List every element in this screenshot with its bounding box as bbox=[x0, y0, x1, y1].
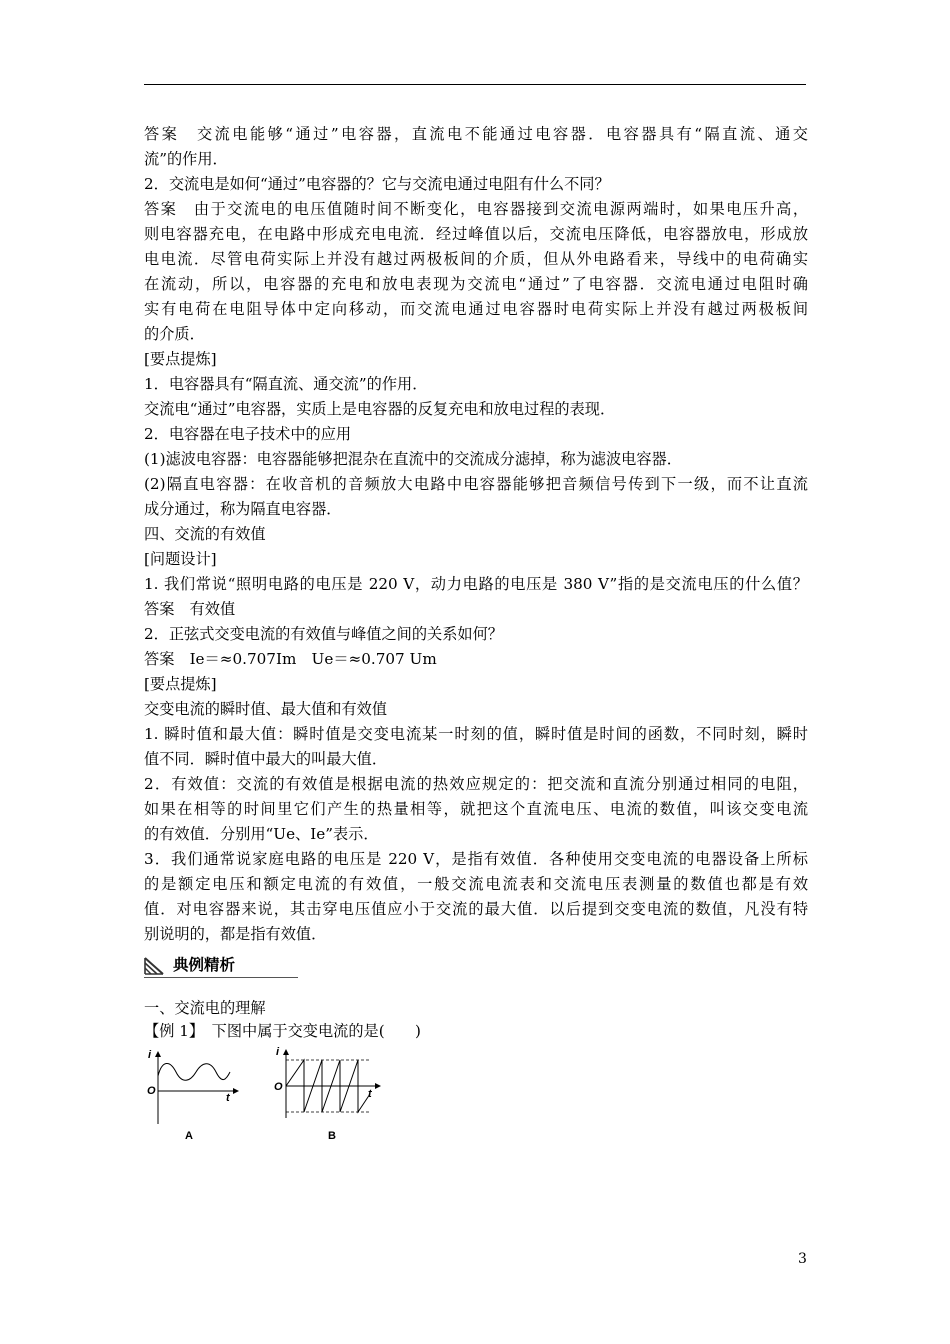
text-line: 答案 交流电能够“通过”电容器，直流电不能通过电容器．电容器具有“隔直流、通交 bbox=[144, 125, 808, 143]
section-header bbox=[144, 954, 298, 978]
text-line: [问题设计] bbox=[144, 550, 217, 568]
text-line: 2．有效值：交流的有效值是根据电流的热效应规定的：把交流和直流分别通过相同的电阻， bbox=[144, 775, 808, 793]
text-line: 3．我们通常说家庭电路的电压是 220 V，是指有效值．各种使用交变电流的电器设备上所标 bbox=[144, 850, 808, 868]
text-line: 交变电流的瞬时值、最大值和有效值 bbox=[144, 700, 387, 718]
figure-a-y-axis-label: i bbox=[148, 1049, 152, 1061]
example-question: 【例 1】 下图中属于交变电流的是( ) bbox=[144, 1022, 421, 1040]
text-line: 流”的作用． bbox=[144, 150, 228, 168]
text-line: 答案 有效值 bbox=[144, 600, 236, 618]
text-line: 成分通过，称为隔直电容器． bbox=[144, 500, 342, 518]
text-line: 在流动，所以，电容器的充电和放电表现为交流电“通过”了电容器．交流电通过电阻时确 bbox=[144, 275, 808, 293]
text-line: 2．正弦式交变电流的有效值与峰值之间的关系如何？ bbox=[144, 625, 503, 643]
text-line: 电电流．尽管电荷实际上并没有越过两极板间的介质，但从外电路看来，导线中的电荷确实 bbox=[144, 250, 808, 268]
document-body bbox=[144, 122, 808, 947]
page-number: 3 bbox=[798, 1251, 807, 1267]
text-line: (2)隔直电容器：在收音机的音频放大电路中电容器能够把音频信号传到下一级，而不让直流 bbox=[144, 475, 808, 493]
figure-b-y-axis-label: i bbox=[276, 1046, 280, 1058]
figure-b-origin-label: O bbox=[274, 1081, 283, 1093]
text-line: 答案 Ie＝≈0.707Im Ue＝≈0.707 Um bbox=[144, 650, 437, 668]
text-line: 2．电容器在电子技术中的应用 bbox=[144, 425, 352, 443]
text-line: 如果在相等的时间里它们产生的热量相等，就把这个直流电压、电流的数值，叫该交变电流 bbox=[144, 800, 808, 818]
section-title: 典例精析 bbox=[173, 956, 236, 974]
text-line: 交流电“通过”电容器，实质上是电容器的反复充电和放电过程的表现． bbox=[144, 400, 616, 418]
text-line: (1)滤波电容器：电容器能够把混杂在直流中的交流成分滤掉，称为滤波电容器． bbox=[144, 450, 682, 468]
text-line: 1. 我们常说“照明电路的电压是 220 V，动力电路的电压是 380 V”指的是交流电压的什么值？ bbox=[144, 575, 808, 593]
text-line: 答案 由于交流电的电压值随时间不断变化，电容器接到交流电源两端时，如果电压升高， bbox=[144, 200, 808, 218]
text-line: [要点提炼] bbox=[144, 675, 217, 693]
figure-a bbox=[140, 1046, 245, 1142]
text-line: 别说明的，都是指有效值． bbox=[144, 925, 327, 943]
text-line: 实有电荷在电阻导体中定向移动，而交流电通过电容器时电荷实际上并没有越过两极板间 bbox=[144, 300, 808, 318]
text-line: 的有效值．分别用“Ue、Ie”表示． bbox=[144, 825, 379, 843]
figure-b-x-axis-label: t bbox=[368, 1088, 372, 1100]
text-line: 值不同．瞬时值中最大的叫最大值． bbox=[144, 750, 387, 768]
header-rule bbox=[144, 84, 806, 85]
text-line: 的介质． bbox=[144, 325, 205, 343]
figure-b-caption: B bbox=[328, 1130, 336, 1142]
diagonal-stripes-icon bbox=[144, 957, 164, 975]
text-line: 四、交流的有效值 bbox=[144, 525, 266, 543]
text-line: 2．交流电是如何“通过”电容器的？它与交流电通过电阻有什么不同？ bbox=[144, 175, 610, 193]
text-line: [要点提炼] bbox=[144, 350, 217, 368]
text-line: 1. 瞬时值和最大值：瞬时值是交变电流某一时刻的值，瞬时值是时间的函数，不同时刻，瞬时 bbox=[144, 725, 808, 743]
figure-b bbox=[270, 1046, 385, 1142]
text-line: 1．电容器具有“隔直流、通交流”的作用． bbox=[144, 375, 428, 393]
subsection-heading: 一、交流电的理解 bbox=[144, 999, 266, 1017]
text-line: 的是额定电压和额定电流的有效值，一般交流电流表和交流电压表测量的数值也都是有效 bbox=[144, 875, 808, 893]
figure-a-origin-label: O bbox=[147, 1085, 156, 1097]
figure-a-caption: A bbox=[185, 1130, 193, 1142]
section-underline bbox=[144, 977, 298, 978]
figure-a-x-axis-label: t bbox=[226, 1092, 230, 1104]
text-line: 则电容器充电，在电路中形成充电电流．经过峰值以后，交流电压降低，电容器放电，形成放 bbox=[144, 225, 808, 243]
figure-b-graph bbox=[270, 1046, 385, 1124]
text-line: 值．对电容器来说，其击穿电压值应小于交流的最大值．以后提到交变电流的数值，凡没有特 bbox=[144, 900, 808, 918]
